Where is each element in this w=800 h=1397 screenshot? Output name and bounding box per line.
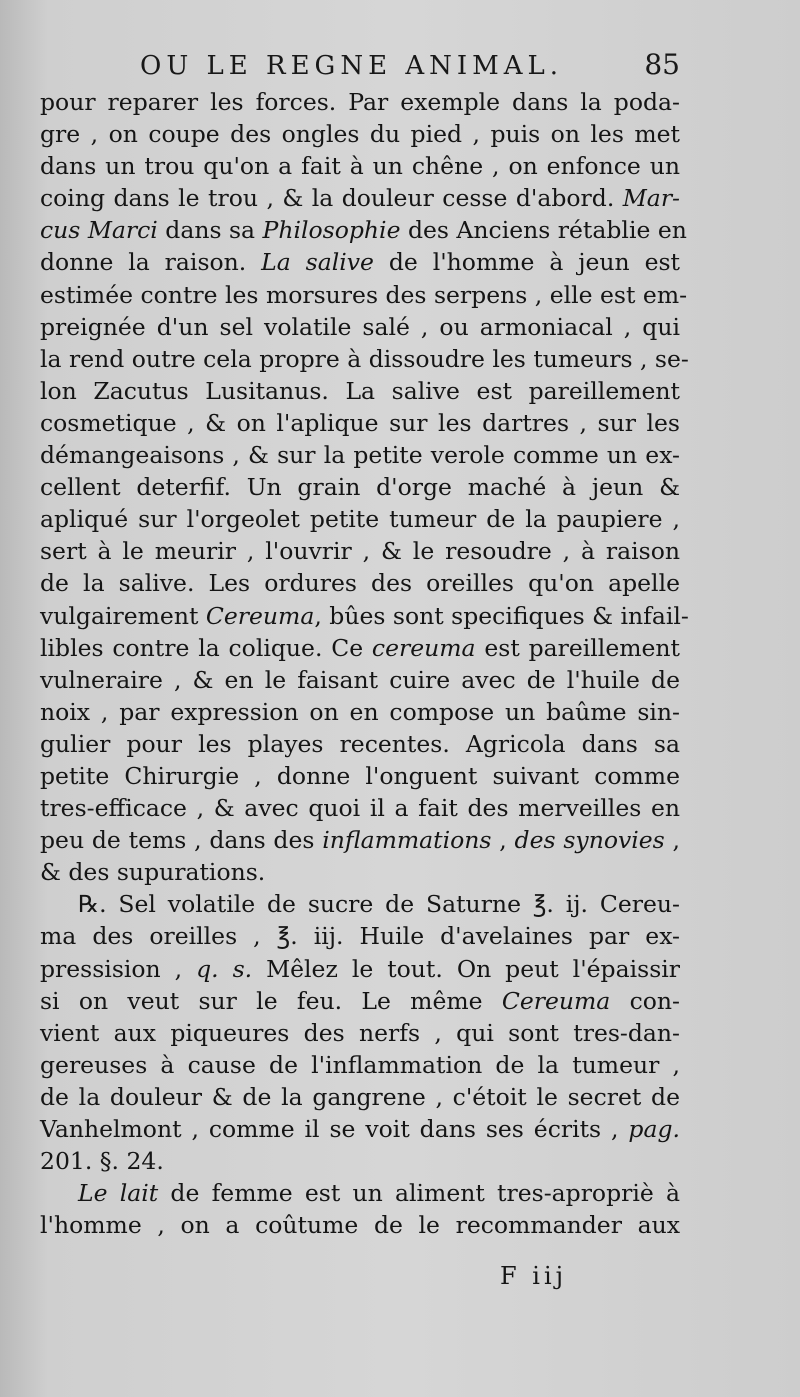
text-line (40, 824, 680, 856)
italic-text: pag. (628, 1115, 680, 1143)
text-segment: des Anciens rétablie en (400, 216, 687, 245)
text-line (40, 182, 680, 214)
text-line (40, 985, 680, 1017)
text-segment: apliqué sur l'orgeolet petite tumeur de la paupiere , (40, 505, 680, 534)
text-line (40, 375, 680, 407)
text-line (40, 888, 680, 920)
italic-text: des synovies (514, 826, 665, 855)
italic-text: cereuma (371, 633, 476, 662)
text-segment: ℞. Sel volatile de sucre de Saturne ℥. ij. Cereu- (78, 890, 680, 919)
text-line (40, 664, 680, 696)
text-segment: si on veut sur le feu. Le même (40, 986, 502, 1015)
text-line (40, 728, 680, 760)
text-segment: , (491, 826, 515, 855)
italic-text: La salive (261, 248, 374, 277)
text-segment: sert à le meurir , l'ouvrir , & le resoudre , à raison (40, 537, 680, 566)
text-line (40, 471, 680, 503)
italic-text: q. s. (196, 954, 253, 983)
text-segment: , (664, 826, 681, 855)
text-line (40, 407, 680, 439)
text-line (40, 150, 680, 182)
text-segment: pour reparer les forces. Par exemple dans la poda- (40, 88, 680, 116)
text-segment: ma des oreilles , ℥. iij. Huile d'avelaines par ex- (40, 922, 680, 951)
text-line (40, 311, 680, 343)
page-number: 85 (644, 48, 680, 81)
text-segment: con- (610, 986, 680, 1015)
text-line (40, 503, 680, 535)
text-segment: dans un trou qu'on a fait à un chêne , on enfonce un (40, 152, 680, 181)
text-line (40, 760, 680, 792)
text-line (40, 1113, 680, 1145)
italic-text: Le lait (78, 1179, 159, 1208)
text-segment: de la douleur & de la gangrene , c'étoit le secret de (40, 1082, 680, 1111)
text-segment: peu de tems , dans des (40, 826, 323, 855)
text-line (40, 567, 680, 599)
text-segment: l'homme , on a coûtume de le recommander aux (40, 1211, 680, 1240)
text-line (40, 279, 688, 311)
text-line (40, 535, 680, 567)
text-line (40, 1209, 680, 1241)
text-segment: coing dans le trou , & la douleur cesse d'abord. (40, 184, 623, 213)
text-line (40, 214, 687, 246)
text-line (40, 856, 680, 888)
text-segment: Vanhelmont , comme il se voit dans ses écrits , (40, 1115, 629, 1143)
italic-text: Cereuma (205, 601, 315, 630)
text-line (40, 600, 689, 632)
text-line (40, 1145, 680, 1177)
text-segment: démangeaisons , & sur la petite verole comme un ex- (40, 441, 680, 470)
text-line (40, 1081, 680, 1113)
text-segment: dans sa (157, 216, 263, 245)
italic-text: inflammations (322, 826, 492, 855)
text-segment: tres-efficace , & avec quoi il a fait des merveilles en (40, 794, 680, 823)
text-line (40, 792, 680, 824)
text-line (40, 1049, 680, 1081)
text-segment: de l'homme à jeun est (373, 248, 680, 277)
text-line (40, 1017, 680, 1049)
text-segment: petite Chirurgie , donne l'onguent suivant comme (40, 761, 680, 790)
text-segment: gulier pour les playes recentes. Agricola dans sa (40, 729, 680, 758)
text-segment: donne la raison. (40, 248, 262, 277)
text-segment: est pareillement (475, 633, 680, 662)
text-segment: estimée contre les morsures des serpens , elle est em- (40, 280, 688, 309)
text-line (40, 1177, 680, 1209)
text-segment: de femme est un aliment tres-apropriè à (158, 1179, 680, 1208)
text-segment: cosmetique , & on l'aplique sur les dartres , sur les (40, 408, 680, 437)
text-segment: 201. §. 24. (40, 1147, 164, 1176)
text-segment: gereuses à cause de l'inflammation de la tumeur , (40, 1050, 680, 1079)
running-header (140, 48, 680, 81)
italic-text: Philosophie (262, 216, 401, 245)
text-segment: gre , on coupe des ongles du pied , puis on les met (40, 120, 680, 149)
text-segment: noix , par expression on en compose un baûme sin- (40, 697, 680, 726)
signature-mark: F iij (500, 1262, 568, 1290)
text-segment: vulgairement (40, 601, 206, 630)
text-line (40, 246, 680, 278)
text-line (40, 118, 680, 150)
text-segment: , bûes sont specifiques & infail- (314, 601, 689, 630)
text-segment: lon Zacutus Lusitanus. La salive est pareillement (40, 376, 680, 405)
italic-text: Cereuma (501, 986, 611, 1015)
text-line (40, 920, 680, 952)
text-segment: Mêlez le tout. On peut l'épaissir (252, 954, 680, 983)
text-line (40, 696, 680, 728)
italic-text: cus Marci (40, 216, 158, 245)
body-text (40, 86, 689, 1241)
text-line (40, 343, 689, 375)
text-segment: pressision , (40, 954, 197, 983)
running-title: OU LE REGNE ANIMAL. (140, 51, 564, 81)
text-line (40, 439, 680, 471)
text-segment: de la salive. Les ordures des oreilles qu'on apelle (40, 569, 680, 598)
text-segment: vulneraire , & en le faisant cuire avec de l'huile de (40, 665, 680, 694)
text-segment: cellent deterfif. Un grain d'orge maché à jeun & (40, 473, 680, 502)
text-segment: libles contre la colique. Ce (40, 633, 372, 662)
italic-text: Mar- (622, 184, 680, 213)
text-segment: preignée d'un sel volatile salé , ou armoniacal , qui (40, 312, 680, 341)
text-segment: vient aux piqueures des nerfs , qui sont tres-dan- (40, 1018, 680, 1047)
text-line (40, 632, 680, 664)
text-line (40, 86, 680, 118)
text-line (40, 953, 680, 985)
text-segment: & des supurations. (40, 858, 266, 887)
text-segment: la rend outre cela propre à dissoudre les tumeurs , se- (40, 344, 689, 373)
